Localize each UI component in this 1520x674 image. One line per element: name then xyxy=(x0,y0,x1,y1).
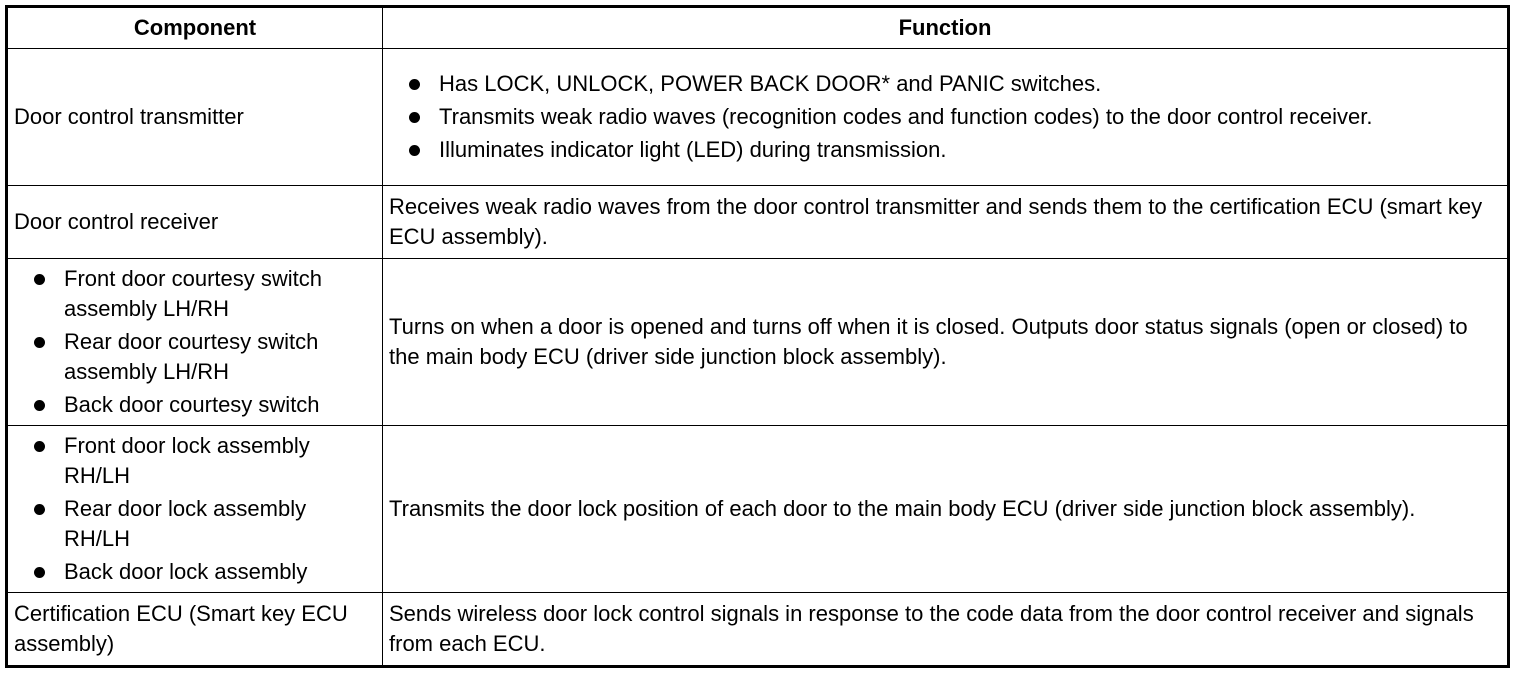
bullet-icon xyxy=(34,337,45,348)
bullet-icon xyxy=(34,567,45,578)
bullet-item xyxy=(14,494,376,554)
component-function-table xyxy=(5,5,1510,668)
component-cell: Door control receiver xyxy=(7,186,383,259)
table-row xyxy=(7,186,1509,259)
bullet-text: Illuminates indicator light (LED) during transmission. xyxy=(439,137,947,162)
bullet-item xyxy=(389,135,1501,165)
bullet-text: Back door lock assembly xyxy=(64,559,308,584)
bullet-item xyxy=(389,102,1501,132)
component-bullet-list xyxy=(14,431,376,587)
function-cell xyxy=(383,49,1509,186)
table-row xyxy=(7,259,1509,426)
table-row xyxy=(7,593,1509,667)
table-row xyxy=(7,49,1509,186)
bullet-text: Front door courtesy switch assembly LH/RH xyxy=(64,266,322,321)
component-cell xyxy=(7,426,383,593)
component-column-header: Component xyxy=(7,7,383,49)
bullet-icon xyxy=(34,504,45,515)
bullet-item xyxy=(389,69,1501,99)
function-column-header: Function xyxy=(383,7,1509,49)
bullet-icon xyxy=(409,112,420,123)
component-cell: Certification ECU (Smart key ECU assembly) xyxy=(7,593,383,667)
bullet-text: Back door courtesy switch xyxy=(64,392,320,417)
bullet-text: Rear door courtesy switch assembly LH/RH xyxy=(64,329,319,384)
component-bullet-list xyxy=(14,264,376,420)
bullet-text: Transmits weak radio waves (recognition codes and function codes) to the door control receiver. xyxy=(439,104,1373,129)
component-cell xyxy=(7,259,383,426)
bullet-icon xyxy=(409,145,420,156)
bullet-icon xyxy=(34,400,45,411)
bullet-item xyxy=(14,557,376,587)
bullet-text: Rear door lock assembly RH/LH xyxy=(64,496,307,551)
function-bullet-list xyxy=(389,69,1501,165)
function-cell: Turns on when a door is opened and turns off when it is closed. Outputs door status signals (open or closed) to the main body ECU (driver side junction block assembly). xyxy=(383,259,1509,426)
component-cell: Door control transmitter xyxy=(7,49,383,186)
bullet-icon xyxy=(34,441,45,452)
bullet-item xyxy=(14,390,376,420)
table-row xyxy=(7,426,1509,593)
bullet-item xyxy=(14,431,376,491)
bullet-icon xyxy=(409,79,420,90)
bullet-text: Front door lock assembly RH/LH xyxy=(64,433,310,488)
function-cell: Sends wireless door lock control signals in response to the code data from the door control receiver and signals from each ECU. xyxy=(383,593,1509,667)
function-cell: Receives weak radio waves from the door control transmitter and sends them to the certification ECU (smart key ECU assembly). xyxy=(383,186,1509,259)
bullet-text: Has LOCK, UNLOCK, POWER BACK DOOR* and PANIC switches. xyxy=(439,71,1102,96)
bullet-icon xyxy=(34,274,45,285)
bullet-item xyxy=(14,327,376,387)
function-cell: Transmits the door lock position of each door to the main body ECU (driver side junction block assembly). xyxy=(383,426,1509,593)
bullet-item xyxy=(14,264,376,324)
header-row xyxy=(7,7,1509,49)
